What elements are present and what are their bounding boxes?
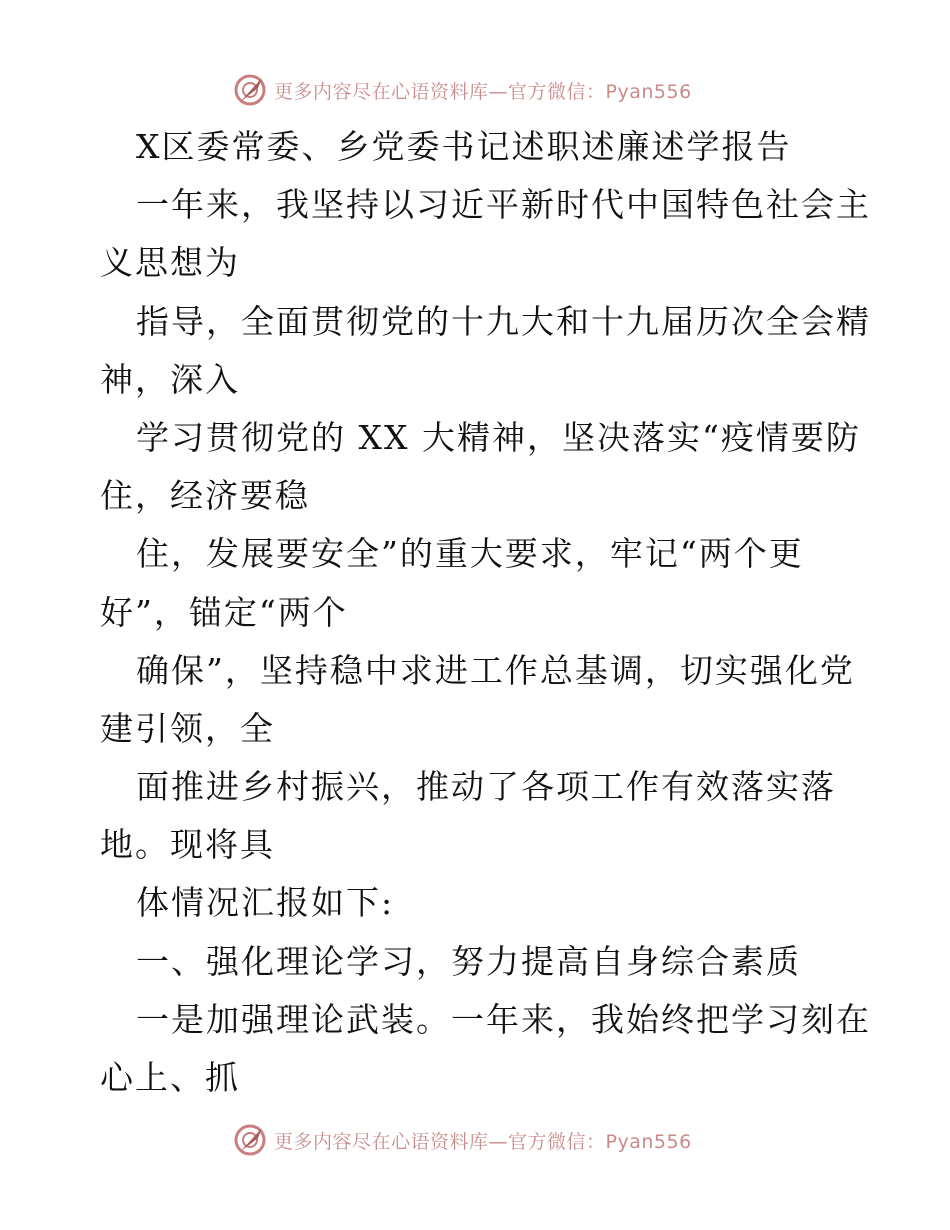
text-line: 一年来，我坚持以习近平新时代中国特色社会主 [136, 185, 871, 225]
quill-logo-icon [232, 1122, 268, 1158]
text-line: 好”，锚定“两个 [100, 592, 348, 632]
header-watermark [232, 70, 692, 110]
text-line: 神，深入 [100, 359, 240, 399]
footer-watermark [232, 1120, 692, 1160]
text-line: 义思想为 [100, 243, 240, 283]
watermark-text: 更多内容尽在心语资料库—官方微信：Pyan556 [274, 80, 692, 103]
text-line: 面推进乡村振兴，推动了各项工作有效落实落 [136, 767, 836, 807]
text-line: 一是加强理论武装。一年来，我始终把学习刻在 [136, 999, 871, 1039]
text-line: 住，经济要稳 [100, 476, 310, 516]
watermark-text: 更多内容尽在心语资料库—官方微信：Pyan556 [274, 1130, 692, 1153]
text-line: 建引领，全 [100, 708, 275, 748]
text-line: 学习贯彻党的 XX 大精神，坚决落实“疫情要防 [136, 417, 861, 457]
text-line: 体情况汇报如下: [136, 883, 395, 923]
document-body [100, 118, 871, 1107]
text-line: 住，发展要安全”的重大要求，牢记“两个更 [136, 534, 804, 574]
text-line: 地。现将具 [100, 825, 275, 865]
text-line: 心上、抓 [100, 1058, 240, 1097]
quill-logo-icon [232, 72, 268, 108]
section-heading: 一、强化理论学习，努力提高自身综合素质 [136, 941, 801, 981]
document-title: X区委常委、乡党委书记述职述廉述学报告 [136, 127, 792, 166]
text-line: 指导，全面贯彻党的十九大和十九届历次全会精 [136, 301, 871, 341]
text-line: 确保”，坚持稳中求进工作总基调，切实强化党 [136, 650, 855, 690]
